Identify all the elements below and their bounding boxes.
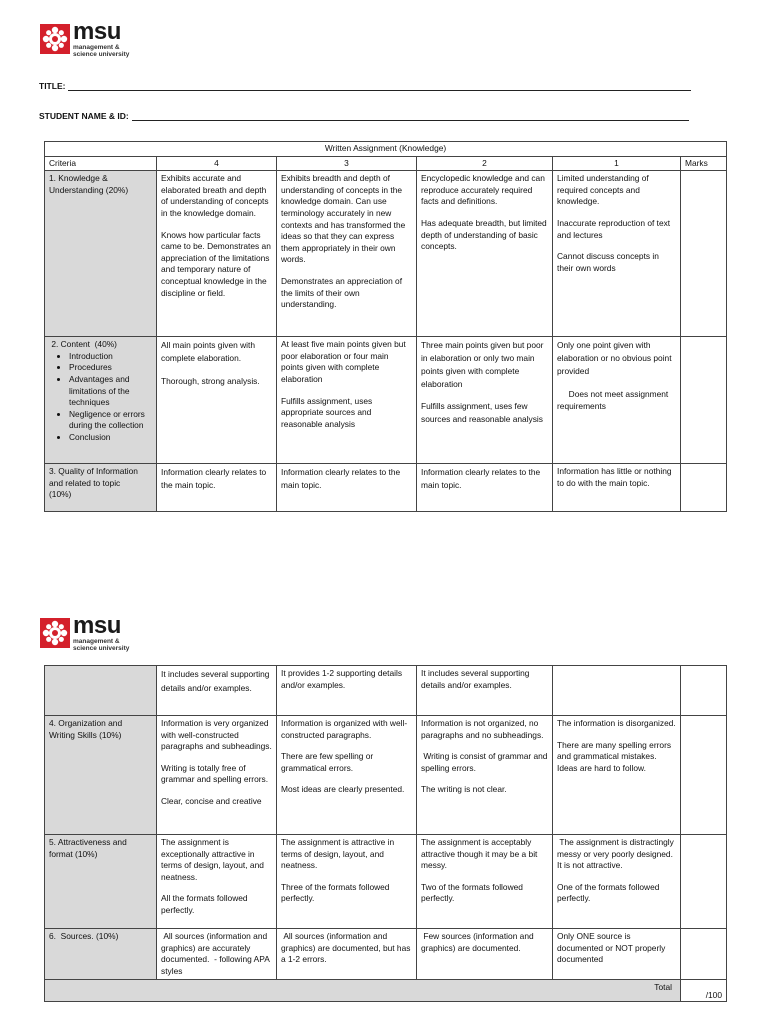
score-cell [277, 171, 417, 337]
score-cell [277, 716, 417, 835]
score-cell [157, 716, 277, 835]
criteria-cell: 1. Knowledge & Understanding (20%) [45, 171, 157, 337]
cell-text: Knows how particular facts came to be. Demonstrates an appreciation of the limitations and temporary nature of conceptual knowledge in the discipline or field. [161, 229, 271, 298]
score-cell [553, 929, 681, 980]
cell-text: Information clearly relates to the main topic. [421, 467, 541, 490]
column-header: Criteria [45, 156, 157, 171]
score-cell [157, 929, 277, 980]
score-cell [553, 835, 681, 929]
logo-tagline: science university [73, 645, 130, 652]
score-cell [553, 171, 681, 337]
score-cell [417, 835, 553, 929]
score-cell [277, 929, 417, 980]
marks-cell [681, 716, 727, 835]
table-row [45, 171, 727, 337]
cell-text: Writing is totally free of grammar and spelling errors. [161, 762, 269, 785]
score-cell [157, 666, 277, 716]
cell-text: One of the formats followed perfectly. [557, 881, 660, 904]
cell-text: The assignment is exceptionally attractive in terms of design, layout, and neatness. [161, 837, 264, 882]
cell-text: Information is organized with well-constructed paragraphs. [281, 718, 408, 740]
cell-text: Only one point given with elaboration or no obvious point provided [557, 340, 672, 376]
criteria-cell [45, 666, 157, 716]
cell-text: All the formats followed perfectly. [161, 893, 248, 915]
score-cell [417, 929, 553, 980]
cell-text: Exhibits breadth and depth of understanding of concepts in the knowledge domain. Can use terminology accurately in new contexts and has transformed the ideas so that they can express them appropriately in their own words. [281, 173, 406, 265]
marks-cell [681, 835, 727, 929]
cell-text: Information is not organized, no paragraphs and no subheadings. [421, 718, 544, 740]
cell-text: Fulfills assignment, uses appropriate sources and reasonable analysis [281, 395, 373, 429]
marks-cell [681, 337, 727, 464]
marks-cell [681, 464, 727, 512]
cell-text: The information is disorganized. [557, 718, 676, 728]
cell-text: Clear, concise and creative [161, 795, 262, 806]
cell-text: Information is very organized with well-constructed paragraphs and subheadings. [161, 718, 272, 752]
total-row [45, 980, 727, 1002]
logo-tagline: management & [73, 44, 120, 51]
cell-text: Cannot discuss concepts in their own words [557, 251, 659, 273]
cell-text: The writing is not clear. [421, 784, 507, 795]
content-bullet-list [49, 351, 152, 444]
cell-text: Information clearly relates to the main topic. [161, 467, 267, 490]
table-row [45, 464, 727, 512]
cell-text: It includes several supporting details and/or examples. [421, 668, 530, 690]
column-header-row [45, 156, 727, 171]
logo-brand: msu [73, 18, 121, 45]
cell-text: The assignment is attractive in terms of design, layout, and neatness. [281, 837, 395, 871]
cell-text: Information has little or nothing to do with the main topic. [557, 466, 672, 488]
score-cell [417, 337, 553, 464]
score-cell [277, 337, 417, 464]
title-field [39, 81, 691, 91]
list-item: • Advantages and limitations of the techniques [69, 374, 152, 409]
criteria-cell: 3. Quality of Information and related to topic (10%) [45, 464, 157, 512]
student-label: STUDENT NAME & ID: [39, 111, 129, 121]
criteria-cell: 5. Attractiveness and format (10%) [45, 835, 157, 929]
msu-emblem-icon [40, 24, 70, 54]
score-cell [157, 464, 277, 512]
score-cell [277, 666, 417, 716]
criteria-title: 2. Content (40%) [49, 339, 117, 350]
student-field [39, 111, 689, 121]
list-item: • Negligence or errors during the collection [69, 409, 152, 432]
score-cell [417, 171, 553, 337]
score-cell [157, 171, 277, 337]
cell-text: Information clearly relates to the main topic. [281, 467, 401, 490]
cell-text: There are many spelling errors and grammatical mistakes. Ideas are hard to follow. [557, 739, 672, 773]
score-cell [417, 666, 553, 716]
score-cell [277, 835, 417, 929]
rubric-table [44, 141, 727, 512]
criteria-cell [45, 337, 157, 464]
cell-text: Has adequate breadth, but limited depth of understanding of basic concepts. [421, 217, 547, 252]
student-line [132, 112, 689, 121]
cell-text: It provides 1-2 supporting details and/or examples. [281, 668, 403, 690]
column-header: 3 [277, 156, 417, 171]
score-cell [553, 464, 681, 512]
column-header: 1 [553, 156, 681, 171]
logo-brand: msu [73, 612, 121, 639]
marks-cell [681, 929, 727, 980]
cell-text: All sources (information and graphics) are documented, but has a 1-2 errors. [281, 931, 413, 965]
column-header: Marks [681, 156, 727, 171]
cell-text: Encyclopedic knowledge and can reproduce accurately required facts and definitions. [421, 173, 545, 207]
cell-text: All main points given with complete elaboration. [161, 340, 256, 363]
cell-text: Limited understanding of required concepts and knowledge. [557, 173, 649, 207]
table-heading-row [45, 142, 727, 157]
cell-text: Three main points given but poor in elaboration or only two main points given with complete elaboration [421, 340, 544, 389]
logo-tagline: management & [73, 638, 120, 645]
cell-text: There are few spelling or grammatical errors. [281, 751, 374, 773]
total-value: /100 [681, 980, 727, 1002]
cell-text: Writing is consist of grammar and spelling errors. [421, 751, 550, 773]
list-item: • Procedures [69, 362, 152, 374]
logo-tagline: science university [73, 51, 130, 58]
msu-logo [40, 614, 129, 652]
title-label: TITLE: [39, 81, 66, 91]
cell-text: The assignment is acceptably attractive though it may be a bit messy. [421, 837, 538, 871]
cell-text: Fulfills assignment, uses few sources and reasonable analysis [421, 401, 543, 425]
cell-text: Few sources (information and graphics) are documented. [421, 931, 536, 953]
marks-cell [681, 666, 727, 716]
cell-text: Two of the formats followed perfectly. [421, 881, 523, 904]
cell-text: Exhibits accurate and elaborated breath and depth of understanding of concepts in the knowledge domain. [161, 173, 269, 218]
cell-text: Three of the formats followed perfectly. [281, 881, 390, 904]
table-heading: Written Assignment (Knowledge) [45, 142, 727, 157]
msu-emblem-icon [40, 618, 70, 648]
cell-text: All sources (information and graphics) are accurately documented. - following APA styles [161, 931, 272, 976]
cell-text: At least five main points given but poor elaboration or four main points given with complete elaboration [281, 339, 406, 384]
criteria-cell: 4. Organization and Writing Skills (10%) [45, 716, 157, 835]
score-cell [417, 716, 553, 835]
cell-text: The assignment is distractingly messy or very poorly designed. It is not attractive. [557, 837, 677, 871]
cell-text: Does not meet assignment requirements [557, 388, 671, 412]
list-item: • Conclusion [69, 432, 152, 444]
cell-text: It includes several supporting details and/or examples. [161, 669, 270, 693]
table-row [45, 666, 727, 716]
criteria-cell: 6. Sources. (10%) [45, 929, 157, 980]
title-line [68, 82, 691, 91]
cell-text: Most ideas are clearly presented. [281, 784, 405, 795]
list-item: • Introduction [69, 351, 152, 363]
marks-cell [681, 171, 727, 337]
column-header: 2 [417, 156, 553, 171]
table-row [45, 835, 727, 929]
table-row [45, 929, 727, 980]
cell-text: Demonstrates an appreciation of the limits of their own understanding. [281, 275, 403, 310]
score-cell [553, 716, 681, 835]
column-header: 4 [157, 156, 277, 171]
cell-text: Only ONE source is documented or NOT properly documented [557, 931, 666, 965]
rubric-table-continued [44, 665, 727, 1002]
table-row [45, 337, 727, 464]
score-cell [553, 337, 681, 464]
score-cell [157, 337, 277, 464]
score-cell [417, 464, 553, 512]
table-row [45, 716, 727, 835]
cell-text: Thorough, strong analysis. [161, 375, 260, 386]
total-label: Total [45, 980, 681, 1002]
cell-text: Inaccurate reproduction of text and lectures [557, 217, 671, 240]
score-cell [553, 666, 681, 716]
score-cell [157, 835, 277, 929]
msu-logo [40, 20, 129, 58]
score-cell [277, 464, 417, 512]
